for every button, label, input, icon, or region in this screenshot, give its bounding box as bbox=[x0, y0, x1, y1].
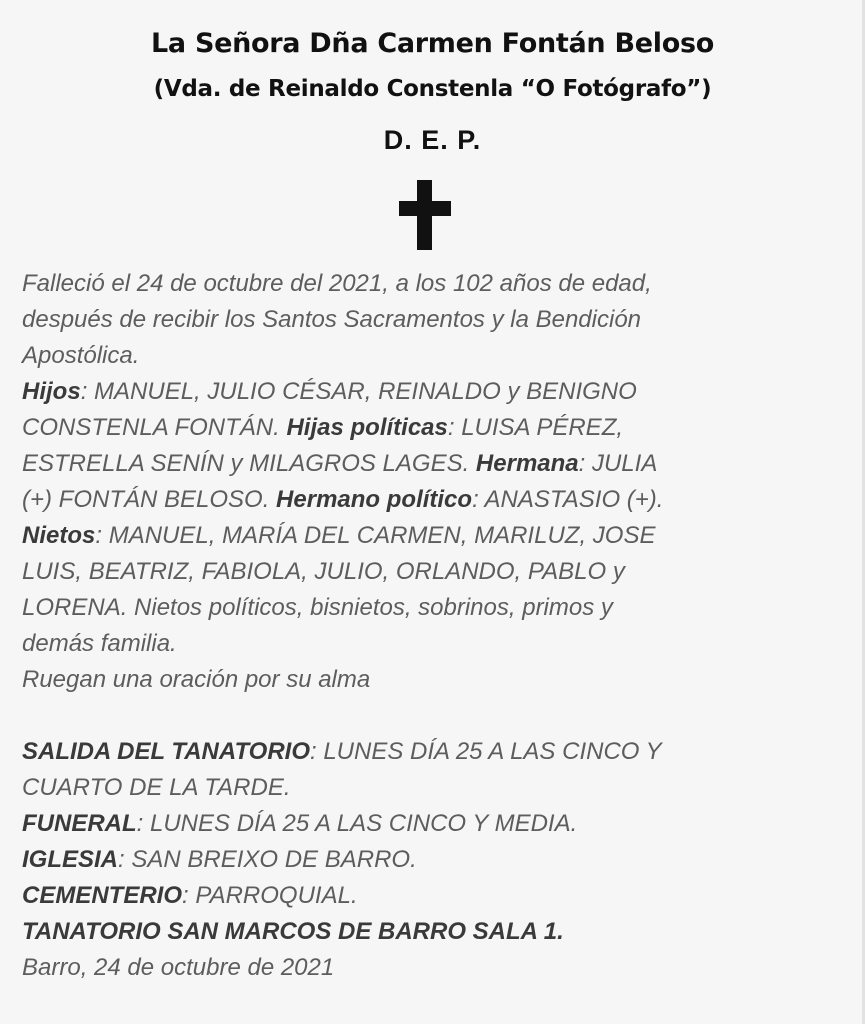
funeral-value: : LUNES DÍA 25 A LAS CINCO Y MEDIA. bbox=[136, 810, 578, 837]
hermana-surname: (+) FONTÁN BELOSO. bbox=[22, 486, 277, 513]
nietos-line-3: LORENA. Nietos políticos, bisnietos, sobrinos, primos y bbox=[22, 594, 613, 621]
deceased-name: La Señora Dña Carmen Fontán Beloso bbox=[151, 28, 714, 59]
death-line-1: Falleció el 24 de octubre del 2021, a los 102 años de edad, bbox=[22, 270, 652, 297]
nietos-names-1: : MANUEL, MARÍA DEL CARMEN, MARILUZ, JOSE bbox=[95, 522, 656, 549]
funeral-label: FUNERAL bbox=[22, 810, 137, 837]
hermana-label: Hermana bbox=[475, 450, 579, 477]
hijos-names: : MANUEL, JULIO CÉSAR, REINALDO y BENIGNO bbox=[80, 378, 637, 405]
hermano-politico-label: Hermano político bbox=[276, 486, 473, 513]
dep-heading: D. E. P. bbox=[383, 125, 482, 155]
salida-line-2: CUARTO DE LA TARDE. bbox=[22, 774, 291, 801]
cementerio-line bbox=[22, 878, 842, 914]
hijas-politicas-label: Hijas políticas bbox=[286, 414, 448, 441]
nietos-line-2: LUIS, BEATRIZ, FABIOLA, JULIO, ORLANDO, PABLO y bbox=[22, 558, 625, 585]
prayer-line: Ruegan una oración por su alma bbox=[22, 666, 371, 693]
funeral-line bbox=[22, 806, 842, 842]
tanatorio-name: TANATORIO SAN MARCOS DE BARRO SALA 1. bbox=[22, 918, 564, 945]
iglesia-line bbox=[22, 842, 842, 878]
iglesia-label: IGLESIA bbox=[22, 846, 119, 873]
hermano-politico-name: : ANASTASIO (+). bbox=[472, 486, 664, 513]
hermana-line-2 bbox=[22, 482, 842, 518]
nietos-line-1 bbox=[22, 518, 842, 554]
hijos-surname: CONSTENLA FONTÁN. bbox=[22, 414, 287, 441]
tanatorio-line bbox=[22, 914, 842, 950]
iglesia-value: : SAN BREIXO DE BARRO. bbox=[118, 846, 417, 873]
hijos-label: Hijos bbox=[22, 378, 81, 405]
hijos-line-2 bbox=[22, 410, 842, 446]
nietos-line-4: demás familia. bbox=[22, 630, 177, 657]
nietos-label: Nietos bbox=[22, 522, 96, 549]
death-line-2: después de recibir los Santos Sacramentos y la Bendición bbox=[22, 306, 642, 333]
death-line-3: Apostólica. bbox=[22, 342, 140, 369]
salida-label: SALIDA DEL TANATORIO bbox=[22, 738, 310, 765]
place-date-line: Barro, 24 de octubre de 2021 bbox=[22, 954, 335, 981]
hijas-line-2 bbox=[22, 446, 842, 482]
salida-line-1 bbox=[22, 734, 842, 770]
cementerio-label: CEMENTERIO bbox=[22, 882, 183, 909]
salida-value: : LUNES DÍA 25 A LAS CINCO Y bbox=[310, 738, 662, 765]
widow-of-line: (Vda. de Reinaldo Constenla “O Fotógrafo”) bbox=[153, 76, 712, 102]
cementerio-value: : PARROQUIAL. bbox=[182, 882, 358, 909]
hijos-line-1 bbox=[22, 374, 842, 410]
hermana-name: : JULIA bbox=[578, 450, 658, 477]
hijas-politicas-names-2: ESTRELLA SENÍN y MILAGROS LAGES. bbox=[22, 450, 476, 477]
latin-cross-icon bbox=[399, 180, 451, 250]
hijas-politicas-names: : LUISA PÉREZ, bbox=[447, 414, 624, 441]
obituary-text bbox=[22, 266, 842, 986]
